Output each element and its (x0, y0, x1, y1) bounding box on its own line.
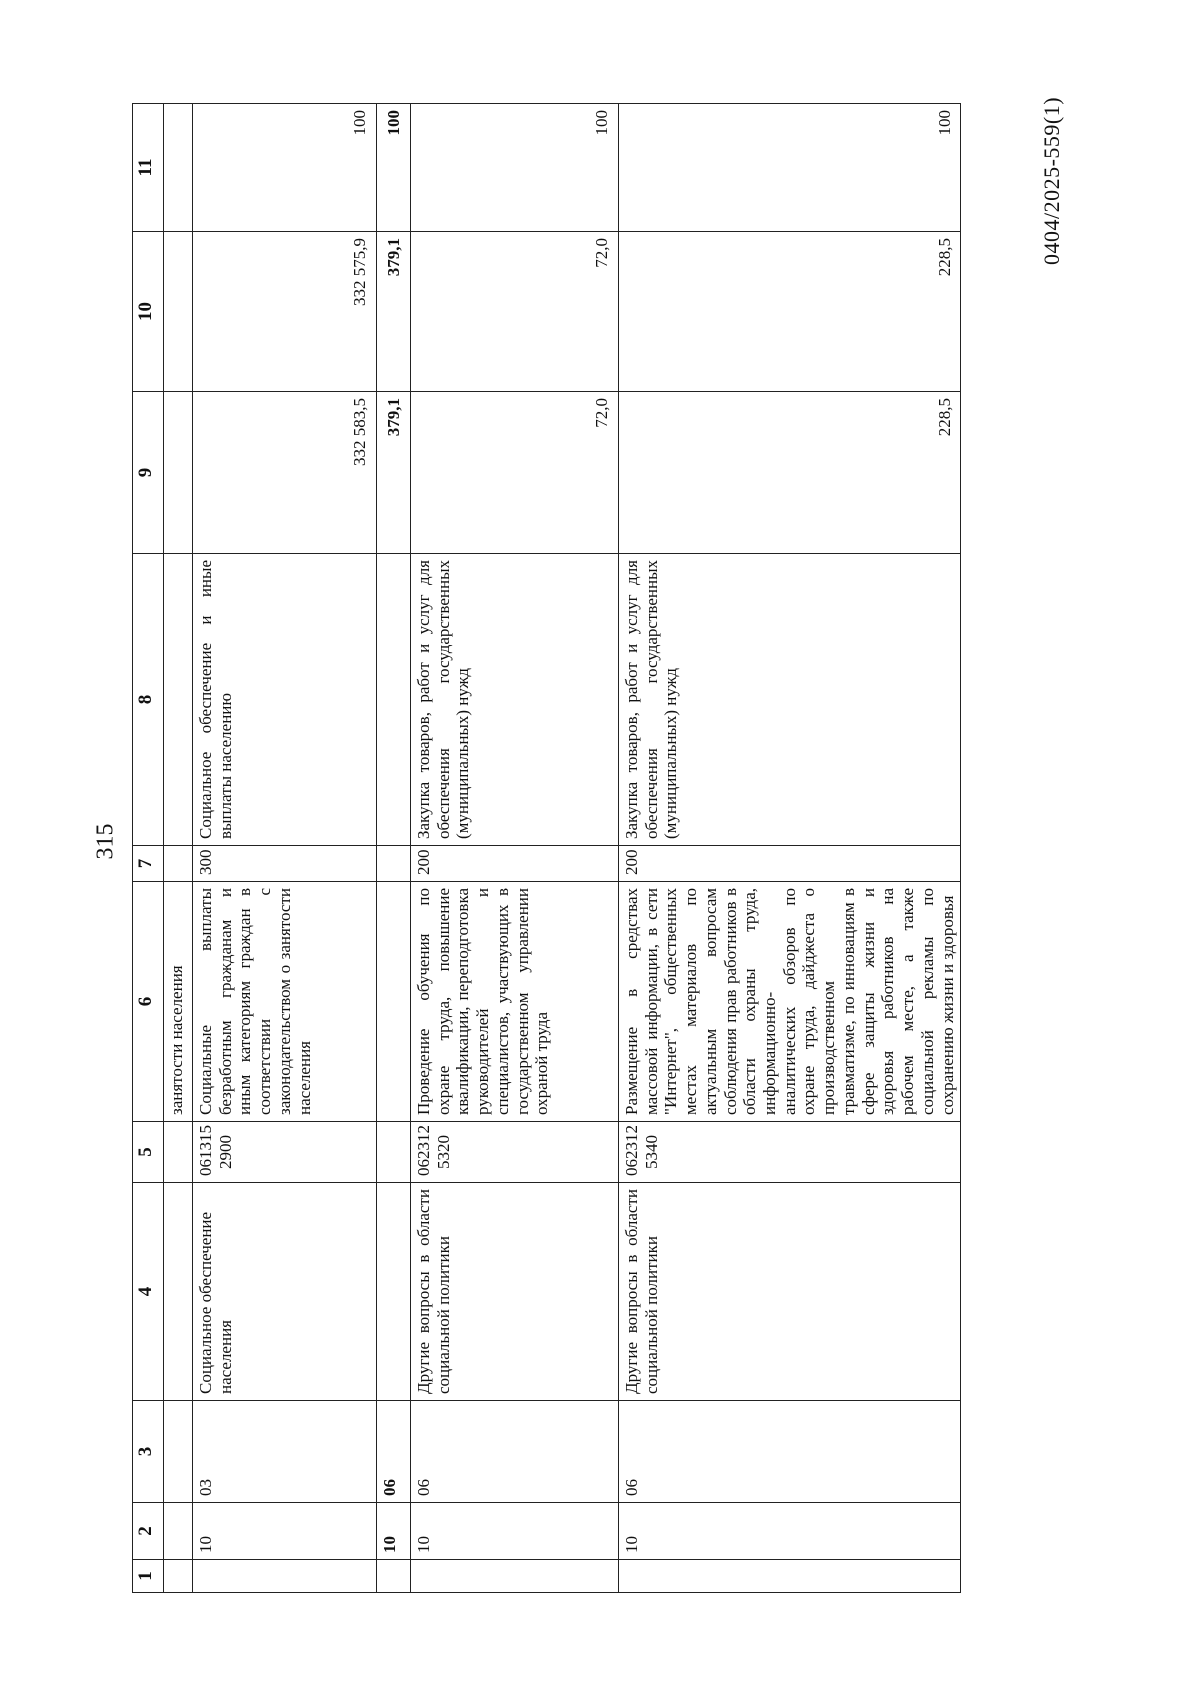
expense-type-name: Социальное обеспечение и иные выплаты населению (193, 554, 377, 846)
section-code: 10 (619, 1503, 961, 1560)
header-cell: 5 (133, 1122, 164, 1183)
header-cell: 10 (133, 232, 164, 392)
subsection-code: 06 (619, 1401, 961, 1503)
subsection-code: 03 (193, 1401, 377, 1503)
target-article-name: Социальные выплаты безработным гражданам и иным категориям граждан в соответствии с законодательством о занятости населения (193, 882, 377, 1122)
section-code: 10 (377, 1503, 411, 1560)
execution-percent: 100 (193, 104, 377, 232)
budget-table (132, 103, 961, 1593)
subsection-name: Другие вопросы в области социальной политики (411, 1183, 619, 1401)
expense-type-code: 200 (411, 846, 619, 882)
header-cell: 8 (133, 554, 164, 846)
expense-type-code: 200 (619, 846, 961, 882)
section-code: 10 (193, 1503, 377, 1560)
header-cell: 11 (133, 104, 164, 232)
expense-type-name: Закупка товаров, работ и услуг для обеспечения государственных (муниципальных) нужд (619, 554, 961, 846)
header-cell: 7 (133, 846, 164, 882)
planned-amount: 379,1 (377, 392, 411, 554)
target-article-code: 062312 5340 (619, 1122, 961, 1183)
execution-percent: 100 (377, 104, 411, 232)
actual-amount: 228,5 (619, 232, 961, 392)
budget-table-container (132, 104, 1051, 1593)
table-row (377, 104, 411, 1593)
planned-amount: 332 583,5 (193, 392, 377, 554)
planned-amount: 228,5 (619, 392, 961, 554)
header-cell: 2 (133, 1503, 164, 1560)
table-row (411, 104, 619, 1593)
header-cell: 1 (133, 1560, 164, 1593)
section-code: 10 (411, 1503, 619, 1560)
actual-amount: 332 575,9 (193, 232, 377, 392)
target-article-code: 062312 5320 (411, 1122, 619, 1183)
execution-percent: 100 (411, 104, 619, 232)
header-cell: 9 (133, 392, 164, 554)
target-article-name: Размещение в средствах массовой информации, в сети "Интернет", общественных местах материалов по актуальным вопросам соблюдения прав работников в области охраны труда, информационно-аналитических обзоров по охране труда, дайджеста о производственном травматизме, по инновациям в сфере защиты жизни и здоровья работников на рабочем месте, а также социальной рекламы по сохранению жизни и здоровья (619, 882, 961, 1122)
header-row (133, 104, 164, 1593)
target-article-code: 061315 2900 (193, 1122, 377, 1183)
actual-amount: 379,1 (377, 232, 411, 392)
header-cell: 6 (133, 882, 164, 1122)
table-row (193, 104, 377, 1593)
planned-amount: 72,0 (411, 392, 619, 554)
expense-type-code: 300 (193, 846, 377, 882)
execution-percent: 100 (619, 104, 961, 232)
subsection-name: Другие вопросы в области социальной политики (619, 1183, 961, 1401)
header-cell: 3 (133, 1401, 164, 1503)
continuation-text: занятости населения (164, 882, 193, 1122)
page-number: 315 (92, 823, 119, 860)
expense-type-name: Закупка товаров, работ и услуг для обеспечения государственных (муниципальных) нужд (411, 554, 619, 846)
continuation-row (164, 104, 193, 1593)
document-code: 0404/2025-559(1) (1039, 96, 1064, 266)
target-article-name: Проведение обучения по охране труда, повышение квалификации, переподготовка руководителей и специалистов, участвующих в государственном управлении охраной труда (411, 882, 619, 1122)
table-row (619, 104, 961, 1593)
header-cell: 4 (133, 1183, 164, 1401)
subsection-name: Социальное обеспечение населения (193, 1183, 377, 1401)
subsection-code: 06 (411, 1401, 619, 1503)
actual-amount: 72,0 (411, 232, 619, 392)
subsection-code: 06 (377, 1401, 411, 1503)
